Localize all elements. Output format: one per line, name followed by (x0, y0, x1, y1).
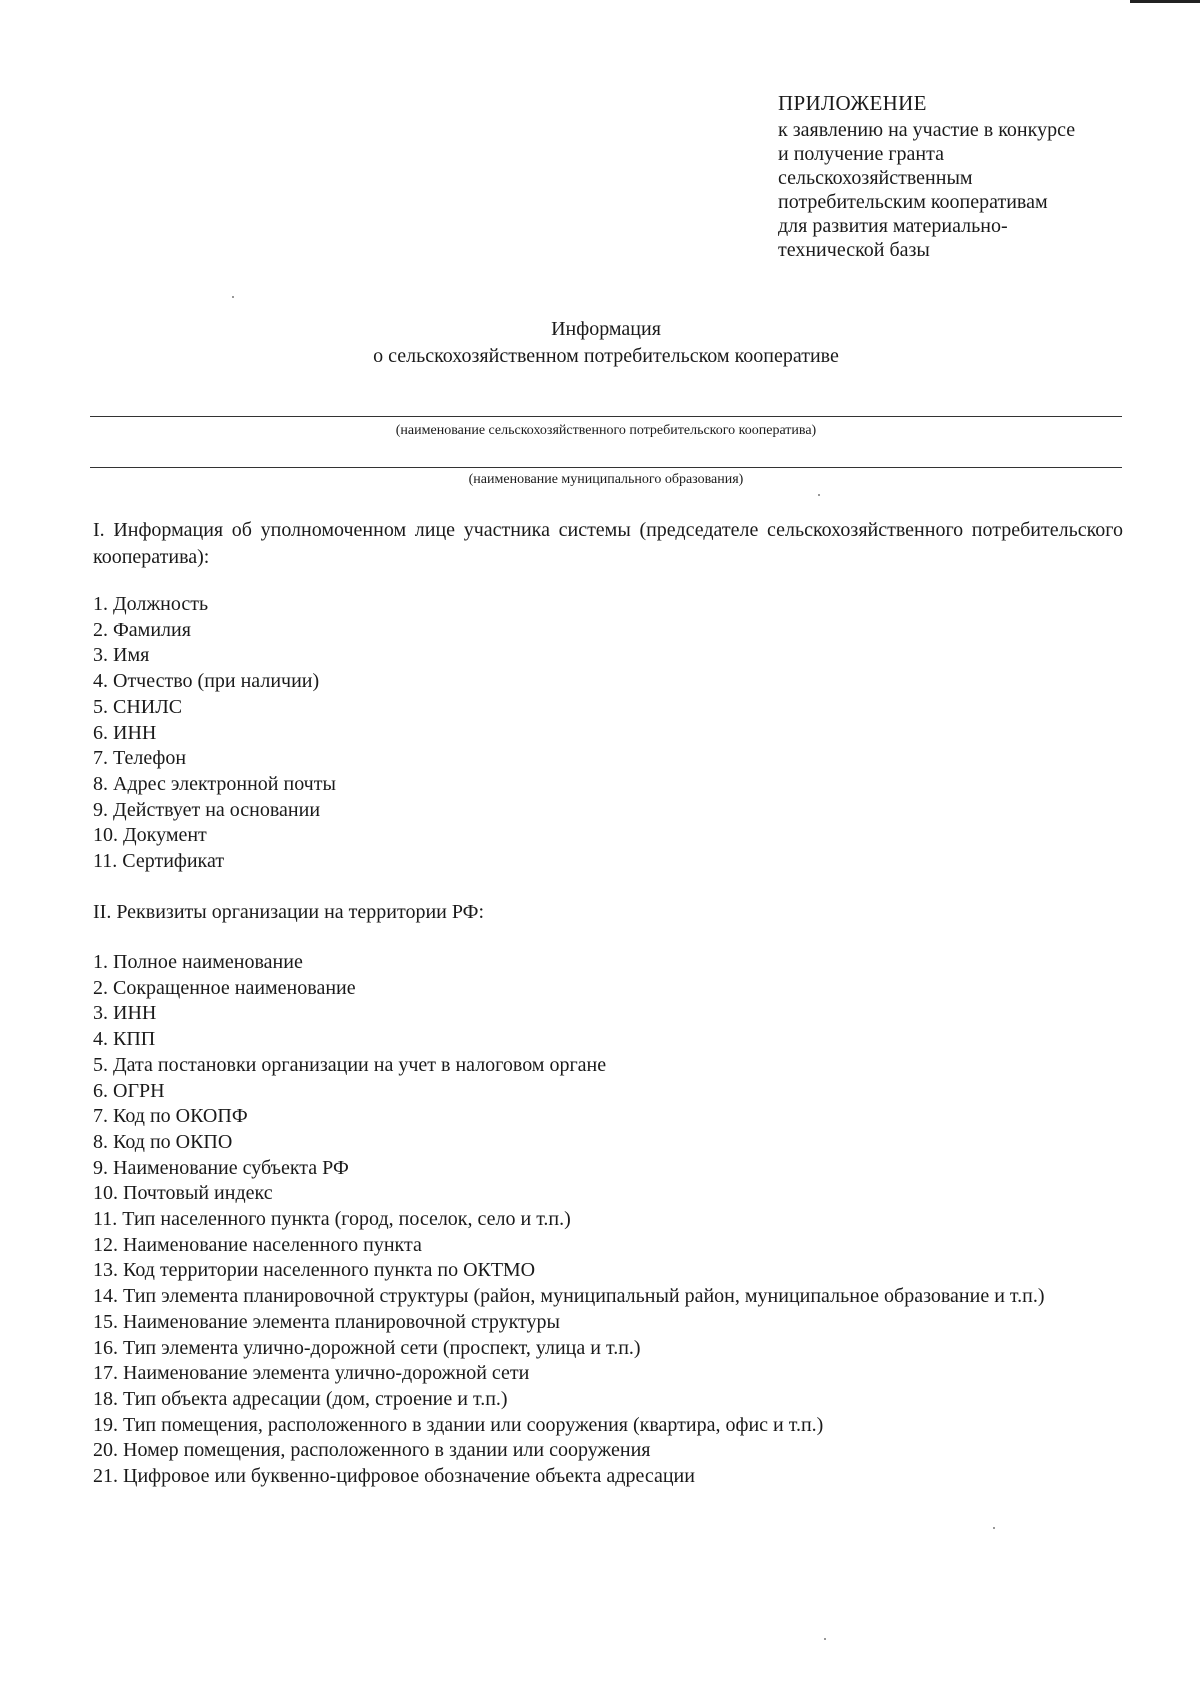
list-item: 5. СНИЛС (93, 695, 183, 718)
document-title: Информация (551, 318, 661, 340)
list-item: 3. Имя (93, 644, 150, 667)
list-item: 5. Дата постановки организации на учет в налоговом органе (93, 1053, 607, 1076)
scan-speck (824, 1638, 826, 1640)
list-item: 19. Тип помещения, расположенного в здании или сооружения (квартира, офис и т.п.) (93, 1413, 824, 1436)
list-item: 11. Тип населенного пункта (город, поселок, село и т.п.) (93, 1208, 571, 1231)
list-item: 20. Номер помещения, расположенного в здании или сооружения (93, 1439, 651, 1462)
list-item: 7. Телефон (93, 747, 187, 770)
appendix-line: и получение гранта (778, 143, 944, 165)
list-item: 11. Сертификат (93, 850, 225, 873)
list-item: 7. Код по ОКОПФ (93, 1105, 248, 1128)
section-1-title: I. Информация об уполномоченном лице участника системы (председателе сельскохозяйственного потребительского кооператива): (93, 519, 1123, 568)
list-item: 6. ИНН (93, 721, 157, 744)
appendix-block (778, 88, 1138, 262)
list-item: 1. Должность (93, 593, 209, 615)
list-item: 2. Фамилия (93, 618, 191, 641)
appendix-line: для развития материально- (778, 215, 1008, 237)
appendix-line: технической базы (778, 239, 930, 261)
appendix-title: ПРИЛОЖЕНИЕ (778, 91, 927, 115)
list-item: 17. Наименование элемента улично-дорожной сети (93, 1362, 530, 1385)
document-subtitle: о сельскохозяйственном потребительском кооперативе (373, 345, 839, 367)
list-item: 21. Цифровое или буквенно-цифровое обозначение объекта адресации (93, 1465, 695, 1488)
list-item: 10. Документ (93, 824, 207, 847)
municipality-caption: (наименование муниципального образования) (468, 472, 744, 487)
list-item: 8. Код по ОКПО (93, 1130, 233, 1153)
list-item: 12. Наименование населенного пункта (93, 1233, 422, 1256)
section-1-list (93, 592, 1128, 875)
scan-edge-mark (1130, 0, 1200, 3)
cooperative-name-line (90, 416, 1122, 417)
scan-speck (818, 494, 820, 496)
list-item: 3. ИНН (93, 1002, 157, 1025)
list-item: 6. ОГРН (93, 1079, 165, 1102)
scan-speck (993, 1527, 995, 1529)
list-item: 2. Сокращенное наименование (93, 976, 356, 999)
section-2-title: II. Реквизиты организации на территории РФ: (93, 901, 484, 923)
list-item: 13. Код территории населенного пункта по ОКТМО (93, 1259, 536, 1282)
list-item: 9. Наименование субъекта РФ (93, 1156, 349, 1179)
list-item: 4. КПП (93, 1028, 156, 1051)
list-item: 8. Адрес электронной почты (93, 772, 336, 795)
section-2-list (93, 950, 1128, 1490)
municipality-line (90, 467, 1122, 468)
list-item: 9. Действует на основании (93, 798, 321, 821)
appendix-line: сельскохозяйственным (778, 167, 973, 189)
appendix-line: потребительским кооперативам (778, 191, 1048, 213)
list-item: 10. Почтовый индекс (93, 1182, 273, 1205)
list-item: 14. Тип элемента планировочной структуры (район, муниципальный район, муниципальное образование и т.п.) (93, 1285, 1045, 1308)
list-item: 4. Отчество (при наличии) (93, 670, 320, 693)
scan-speck (232, 296, 234, 298)
list-item: 15. Наименование элемента планировочной структуры (93, 1310, 560, 1333)
list-item: 1. Полное наименование (93, 951, 303, 973)
list-item: 16. Тип элемента улично-дорожной сети (проспект, улица и т.п.) (93, 1336, 641, 1359)
cooperative-name-caption: (наименование сельскохозяйственного потребительского кооператива) (395, 423, 817, 438)
appendix-line: к заявлению на участие в конкурсе (778, 119, 1076, 141)
list-item: 18. Тип объекта адресации (дом, строение и т.п.) (93, 1387, 508, 1410)
